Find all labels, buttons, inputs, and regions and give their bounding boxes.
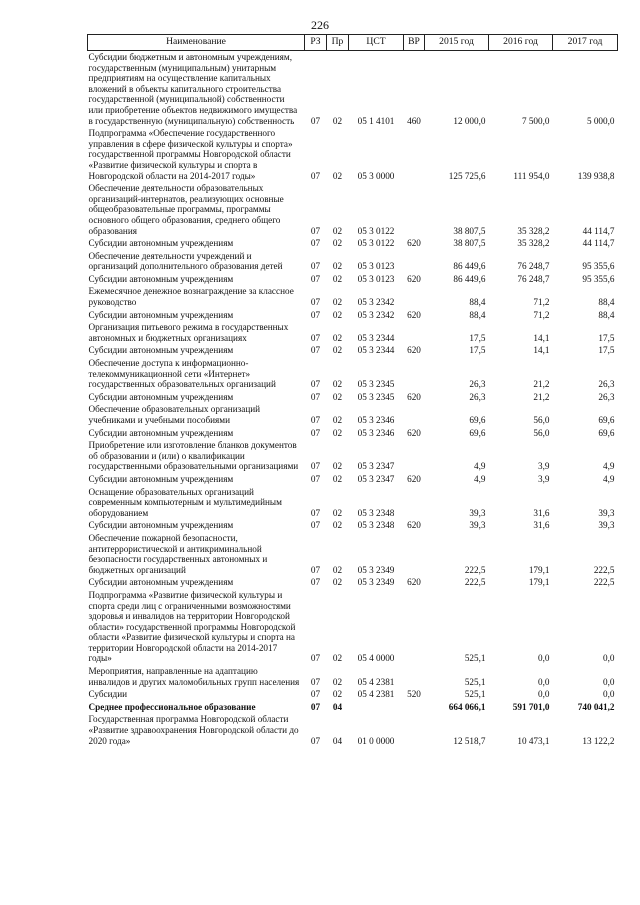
row-cst: 05 3 2348	[357, 520, 395, 531]
table-row	[88, 321, 618, 344]
row-pr: 02	[332, 577, 343, 588]
header-rz: РЗ	[305, 35, 327, 51]
table-row	[88, 391, 618, 404]
row-value-2017: 0,0	[603, 653, 615, 664]
row-pr: 02	[332, 653, 343, 664]
row-value-2015: 26,3	[469, 391, 486, 402]
row-value-2016: 35 328,2	[517, 225, 550, 236]
row-pr: 02	[332, 520, 343, 531]
row-vr	[404, 357, 425, 391]
table-row	[88, 51, 618, 128]
row-pr: 02	[332, 379, 343, 390]
row-cst: 05 3 2345	[357, 379, 395, 390]
row-pr: 02	[332, 689, 343, 700]
row-cst: 05 3 2344	[357, 345, 395, 356]
row-cst: 05 3 2348	[357, 507, 395, 518]
row-cst: 05 3 2349	[357, 577, 395, 588]
row-vr	[404, 713, 425, 747]
table-row	[88, 519, 618, 532]
row-vr	[404, 285, 425, 308]
row-cst: 05 3 0122	[357, 238, 395, 249]
row-cst: 05 3 2344	[357, 332, 395, 343]
row-name: Субсидии бюджетным и автономным учреждениям, государственным (муниципальным) унитарным предприятиям на осуществление капитальных вложений в объекты капитального строительства государственной (муниципальной) собственности или приобретение объектов недвижимого имущества в государственную (муниципальную) собственность	[88, 52, 298, 126]
row-name: Подпрограмма «Развитие физической культуры и спорта среди лиц с ограниченными возможностями здоровья и инвалидов на территории Новгородской области» государственной программы Новгородской области «Развитие физической культуры и спорта на территории Новгородской области на 2014-2017 годы»	[88, 589, 296, 664]
row-value-2017: 740 041,2	[577, 701, 615, 712]
row-pr: 02	[332, 391, 343, 402]
row-rz: 07	[310, 564, 321, 575]
row-pr: 02	[332, 170, 343, 181]
row-pr: 02	[332, 238, 343, 249]
row-cst: 05 3 2346	[357, 415, 395, 425]
row-value-2015: 12 518,7	[453, 735, 486, 746]
row-value-2016: 71,2	[533, 309, 550, 320]
row-name: Субсидии автономным учреждениям	[88, 427, 234, 438]
row-value-2015: 4,9	[474, 473, 486, 484]
row-pr: 02	[332, 115, 343, 126]
table-row	[88, 701, 618, 714]
row-pr: 02	[332, 676, 343, 687]
row-name: Субсидии автономным учреждениям	[88, 345, 234, 356]
page-number: 226	[311, 18, 329, 32]
row-value-2016: 21,2	[533, 391, 550, 402]
row-rz: 07	[310, 461, 321, 472]
row-pr: 04	[332, 701, 343, 712]
row-value-2015: 125 725,6	[448, 170, 486, 181]
row-value-2017: 0,0	[603, 689, 615, 700]
row-name: Приобретение или изготовление бланков документов об образовании и (или) о квалификации государственными образовательными организациями	[88, 440, 299, 472]
row-rz: 07	[310, 379, 321, 390]
header-2015: 2015 год	[425, 35, 489, 51]
row-vr: 620	[407, 345, 421, 356]
row-value-2015: 39,3	[469, 507, 486, 518]
table-row	[88, 237, 618, 250]
row-value-2017: 17,5	[598, 345, 615, 356]
row-rz: 07	[310, 689, 321, 700]
table-row	[88, 473, 618, 486]
row-cst: 05 3 2342	[357, 309, 395, 320]
row-cst: 05 4 2381	[357, 689, 395, 700]
row-vr	[404, 439, 425, 473]
row-name: Обеспечение деятельности учреждений и организаций дополнительного образования детей	[88, 250, 283, 272]
row-cst: 05 4 2381	[357, 676, 395, 687]
row-value-2016: 591 701,0	[512, 701, 550, 712]
budget-table-container	[87, 34, 617, 747]
row-vr	[404, 701, 425, 714]
budget-table	[87, 34, 618, 747]
row-vr: 620	[407, 577, 421, 588]
row-rz: 07	[310, 577, 321, 588]
row-cst: 05 3 0123	[357, 273, 395, 284]
row-cst: 05 3 2345	[357, 391, 395, 402]
row-rz: 07	[310, 701, 321, 712]
row-pr: 02	[332, 332, 343, 343]
row-value-2016: 0,0	[538, 653, 550, 664]
row-value-2016: 3,9	[538, 461, 550, 472]
row-value-2015: 664 066,1	[448, 701, 486, 712]
row-cst: 05 3 2347	[357, 461, 395, 472]
table-row	[88, 403, 618, 426]
row-value-2017: 26,3	[598, 391, 615, 402]
row-value-2017: 139 938,8	[577, 170, 615, 181]
header-2016: 2016 год	[489, 35, 553, 51]
row-value-2017: 4,9	[603, 473, 615, 484]
row-name: Субсидии автономным учреждениям	[88, 577, 234, 588]
row-cst: 05 3 0000	[357, 170, 395, 181]
row-value-2016: 31,6	[533, 520, 550, 531]
row-value-2016: 14,1	[533, 345, 550, 356]
row-rz: 07	[310, 415, 321, 425]
row-name: Обеспечение образовательных организаций учебниками и учебными пособиями	[88, 404, 261, 425]
table-row	[88, 427, 618, 440]
row-value-2016: 56,0	[533, 427, 550, 438]
row-value-2015: 38 807,5	[453, 225, 486, 236]
row-rz: 07	[310, 473, 321, 484]
row-vr: 620	[407, 520, 421, 531]
row-vr	[404, 182, 425, 237]
row-value-2015: 525,1	[464, 653, 486, 664]
table-body	[88, 51, 618, 748]
row-name: Субсидии автономным учреждениям	[88, 520, 234, 531]
row-cst: 05 3 2346	[357, 427, 395, 438]
row-vr: 520	[407, 689, 421, 700]
row-rz: 07	[310, 297, 321, 308]
row-value-2017: 88,4	[598, 309, 615, 320]
row-value-2016: 0,0	[538, 689, 550, 700]
row-value-2017: 222,5	[593, 577, 615, 588]
row-name: Субсидии автономным учреждениям	[88, 473, 234, 484]
row-rz: 07	[310, 391, 321, 402]
row-value-2017: 17,5	[598, 332, 615, 343]
row-value-2016: 76 248,7	[517, 273, 550, 284]
row-value-2015: 88,4	[469, 297, 486, 308]
row-name: Подпрограмма «Обеспечение государственного управления в сфере физической культуры и спорта» государственной программы Новгородской области «Развитие физической культуры и спорта в Новгородской области на 2014-2017 годы»	[88, 128, 293, 181]
row-pr: 02	[332, 461, 343, 472]
row-value-2016: 56,0	[533, 415, 550, 425]
row-value-2015: 86 449,6	[453, 261, 486, 272]
row-pr: 02	[332, 507, 343, 518]
row-value-2015: 38 807,5	[453, 238, 486, 249]
table-row	[88, 250, 618, 273]
row-rz: 07	[310, 427, 321, 438]
table-row	[88, 357, 618, 391]
row-name: Субсидии автономным учреждениям	[88, 309, 234, 320]
row-rz: 07	[310, 238, 321, 249]
row-value-2017: 95 355,6	[582, 273, 615, 284]
row-name: Обеспечение доступа к информационно-телекоммуникационной сети «Интернет» государственных образовательных организаций	[88, 358, 276, 390]
row-pr: 04	[332, 735, 343, 746]
row-cst: 05 3 0122	[357, 225, 395, 236]
row-vr	[404, 127, 425, 182]
row-vr	[404, 665, 425, 688]
row-name: Оснащение образовательных организаций современным компьютерным и мультимедийным оборудованием	[88, 486, 282, 518]
row-vr: 620	[407, 238, 421, 249]
row-value-2015: 222,5	[464, 564, 486, 575]
row-value-2016: 71,2	[533, 297, 550, 308]
row-value-2017: 0,0	[603, 676, 615, 687]
table-row	[88, 127, 618, 182]
row-value-2016: 179,1	[528, 564, 550, 575]
row-value-2015: 222,5	[464, 577, 486, 588]
row-value-2015: 4,9	[474, 461, 486, 472]
table-row	[88, 309, 618, 322]
row-value-2017: 5 000,0	[586, 115, 615, 126]
table-row	[88, 713, 618, 747]
row-pr: 02	[332, 261, 343, 272]
row-rz: 07	[310, 653, 321, 664]
row-vr	[404, 589, 425, 665]
row-pr: 02	[332, 273, 343, 284]
row-value-2015: 86 449,6	[453, 273, 486, 284]
table-row	[88, 439, 618, 473]
row-rz: 07	[310, 735, 321, 746]
row-rz: 07	[310, 345, 321, 356]
row-rz: 07	[310, 520, 321, 531]
row-name: Обеспечение деятельности образовательных организаций-интернатов, реализующих основные общеобразовательные программы, программы основного общего образования, среднего общего образования	[88, 183, 284, 236]
table-row	[88, 532, 618, 576]
row-value-2017: 69,6	[598, 415, 615, 425]
row-value-2016: 76 248,7	[517, 261, 550, 272]
row-pr: 02	[332, 473, 343, 484]
row-cst	[349, 701, 404, 714]
row-vr: 620	[407, 391, 421, 402]
row-rz: 07	[310, 170, 321, 181]
row-value-2017: 4,9	[603, 461, 615, 472]
row-rz: 07	[310, 115, 321, 126]
row-value-2016: 31,6	[533, 507, 550, 518]
row-value-2016: 0,0	[538, 676, 550, 687]
row-rz: 07	[310, 507, 321, 518]
row-pr: 02	[332, 297, 343, 308]
row-pr: 02	[332, 225, 343, 236]
row-vr: 620	[407, 427, 421, 438]
row-value-2015: 88,4	[469, 309, 486, 320]
row-value-2017: 39,3	[598, 507, 615, 518]
row-pr: 02	[332, 345, 343, 356]
table-row	[88, 576, 618, 589]
row-name: Мероприятия, направленные на адаптацию инвалидов и других маломобильных групп населения	[88, 666, 300, 687]
row-vr	[404, 321, 425, 344]
row-value-2017: 13 122,2	[582, 735, 615, 746]
row-cst: 05 3 2347	[357, 473, 395, 484]
header-name: Наименование	[88, 35, 305, 51]
row-vr	[404, 250, 425, 273]
row-vr	[404, 486, 425, 520]
row-value-2016: 3,9	[538, 473, 550, 484]
row-value-2016: 35 328,2	[517, 238, 550, 249]
row-vr	[404, 403, 425, 426]
row-value-2015: 69,6	[469, 415, 486, 425]
row-vr: 620	[407, 309, 421, 320]
table-header	[88, 35, 618, 51]
row-name: Субсидии автономным учреждениям	[88, 238, 234, 249]
row-value-2017: 39,3	[598, 520, 615, 531]
row-value-2016: 179,1	[528, 577, 550, 588]
row-value-2015: 17,5	[469, 332, 486, 343]
row-name: Организация питьевого режима в государственных автономных и бюджетных организациях	[88, 322, 289, 343]
row-rz: 07	[310, 273, 321, 284]
row-value-2016: 14,1	[533, 332, 550, 343]
row-value-2017: 222,5	[593, 564, 615, 575]
table-row	[88, 589, 618, 665]
row-rz: 07	[310, 261, 321, 272]
row-cst: 05 3 2349	[357, 564, 395, 575]
row-pr: 02	[332, 415, 343, 425]
row-value-2015: 39,3	[469, 520, 486, 531]
row-value-2015: 525,1	[464, 689, 486, 700]
row-pr: 02	[332, 309, 343, 320]
table-row	[88, 285, 618, 308]
row-vr: 620	[407, 273, 421, 284]
row-value-2015: 26,3	[469, 379, 486, 390]
row-rz: 07	[310, 309, 321, 320]
header-pr: Пр	[327, 35, 349, 51]
row-name: Среднее профессиональное образование	[88, 701, 256, 712]
row-value-2015: 525,1	[464, 676, 486, 687]
table-row	[88, 688, 618, 701]
row-value-2015: 12 000,0	[453, 115, 486, 126]
row-cst: 05 1 4101	[357, 115, 395, 126]
row-rz: 07	[310, 225, 321, 236]
row-name: Субсидии автономным учреждениям	[88, 273, 234, 284]
table-row	[88, 344, 618, 357]
table-row	[88, 665, 618, 688]
row-cst: 05 3 0123	[357, 261, 395, 272]
row-name: Субсидии автономным учреждениям	[88, 391, 234, 402]
table-row	[88, 486, 618, 520]
table-row	[88, 273, 618, 286]
row-value-2017: 88,4	[598, 297, 615, 308]
row-cst: 05 3 2342	[357, 297, 395, 308]
row-value-2016: 7 500,0	[521, 115, 550, 126]
row-value-2017: 26,3	[598, 379, 615, 390]
row-name: Государственная программа Новгородской области «Развитие здравоохранения Новгородской области до 2020 года»	[88, 714, 299, 746]
row-value-2016: 111 954,0	[513, 170, 550, 181]
row-value-2016: 21,2	[533, 379, 550, 390]
row-value-2017: 95 355,6	[582, 261, 615, 272]
row-cst: 05 4 0000	[357, 653, 395, 664]
row-value-2015: 69,6	[469, 427, 486, 438]
row-vr: 460	[407, 115, 421, 126]
table-row	[88, 182, 618, 237]
row-value-2017: 44 114,7	[582, 225, 615, 236]
row-name: Обеспечение пожарной безопасности, антитеррористической и антикриминальной безопасности государственных автономных и бюджетных организаций	[88, 532, 268, 575]
row-cst: 01 0 0000	[357, 735, 395, 746]
row-name: Ежемесячное денежное вознаграждение за классное руководство	[88, 286, 294, 308]
row-pr: 02	[332, 564, 343, 575]
row-name: Субсидии	[88, 689, 128, 700]
row-value-2016: 10 473,1	[517, 735, 550, 746]
row-vr: 620	[407, 473, 421, 484]
row-value-2017: 69,6	[598, 427, 615, 438]
row-vr	[404, 532, 425, 576]
row-rz: 07	[310, 332, 321, 343]
row-value-2017: 44 114,7	[582, 238, 615, 249]
header-2017: 2017 год	[553, 35, 618, 51]
header-cst: ЦСТ	[349, 35, 404, 51]
row-pr: 02	[332, 427, 343, 438]
row-rz: 07	[310, 676, 321, 687]
header-vr: ВР	[404, 35, 425, 51]
row-value-2015: 17,5	[469, 345, 486, 356]
